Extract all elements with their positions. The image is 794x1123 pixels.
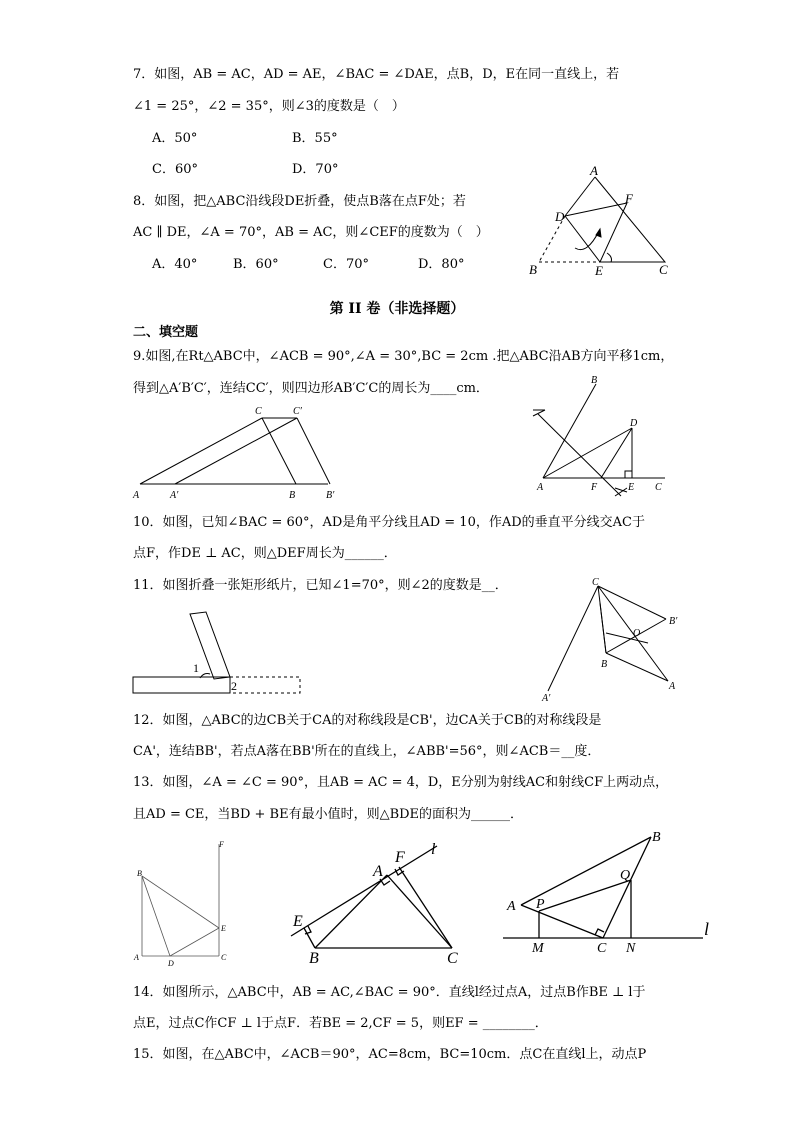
q7-line1: 7．如图，AB = AC，AD = AE，∠BAC = ∠DAE，点B，D，E在同一直线上，若: [133, 67, 620, 82]
q11-line1: 11．如图折叠一张矩形纸片，已知∠1=70°，则∠2的度数是__．: [133, 578, 508, 593]
section-subtitle: 二、填空题: [133, 325, 199, 340]
q9-label-c2: C′: [293, 406, 302, 417]
q12-label-b: B: [601, 659, 608, 670]
q8-label-a: A: [590, 163, 598, 178]
q10-line1: 10．如图，已知∠BAC = 60°，AD是角平分线且AD = 10，作AD的垂直平分线交AC于: [133, 515, 645, 530]
q8-option-c: C．70°: [323, 257, 369, 272]
q11-figure: [130, 612, 310, 702]
q13-figure: [130, 836, 240, 966]
q10-line2: 点F，作DE ⊥ AC，则△DEF周长为______．: [133, 546, 397, 561]
q10-label-a: A: [537, 482, 544, 493]
q9-label-b2: B′: [326, 490, 335, 501]
q8-line1: 8．如图，把△ABC沿线段DE折叠，使点B落在点F处；若: [133, 194, 466, 209]
q9-label-c: C: [255, 406, 262, 417]
q10-label-b: B: [591, 375, 598, 386]
q14-label-a: A: [373, 863, 383, 880]
q15-line1: 15．如图，在△ABC中，∠ACB＝90°，AC=8cm，BC=10cm．点C在直线l上，动点P: [133, 1047, 647, 1062]
q7-option-c: C．60°: [152, 162, 198, 177]
q12-label-o: O: [633, 628, 641, 639]
q13-line1: 13．如图，∠A = ∠C = 90°，且AB = AC = 4，D，E分别为射线AC和射线CF上两动点，: [133, 775, 669, 790]
q12-line2: CA'，连结BB'，若点A落在BB'所在的直线上，∠ABB'=56°，则∠ACB＝__度．: [133, 744, 601, 759]
q11-label-2: 2: [231, 679, 237, 693]
q13-line2: 且AD = CE，当BD + BE有最小值时，则△BDE的面积为______．: [133, 807, 524, 822]
q14-label-e: E: [293, 913, 303, 930]
q8-option-b: B．60°: [233, 257, 279, 272]
q13-label-d: D: [168, 959, 174, 968]
q9-line1: 9.如图,在Rt△ABC中，∠ACB = 90°,∠A = 30°,BC = 2cm .把△ABC沿AB方向平移1cm，: [133, 349, 674, 364]
q12-line1: 12．如图，△ABC的边CB关于CA的对称线段是CB'，边CA关于CB的对称线段是: [133, 713, 602, 728]
q12-label-a: A: [669, 681, 676, 692]
q8-label-f: F: [625, 191, 633, 206]
q9-label-b: B: [289, 490, 296, 501]
q15-figure: [503, 825, 723, 955]
q13-label-b: B: [137, 869, 142, 878]
q10-label-d: D: [630, 418, 638, 429]
q15-label-n: N: [626, 941, 636, 956]
q14-label-c: C: [447, 950, 458, 967]
q14-label-f: F: [395, 849, 405, 866]
q9-label-a: A: [133, 490, 140, 501]
section-title: 第 II 卷（非选择题）: [329, 301, 465, 317]
q8-option-a: A．40°: [152, 257, 198, 272]
q12-label-a2: A′: [542, 693, 551, 704]
q15-label-b: B: [652, 830, 661, 845]
q13-label-a: A: [134, 953, 139, 962]
q11-label-1: 1: [193, 661, 199, 675]
q15-label-q: Q: [620, 868, 631, 883]
q12-label-b2: B′: [669, 616, 678, 627]
q9-figure: [130, 402, 350, 502]
q14-line2: 点E，过点C作CF ⊥ l于点F．若BE = 2,CF = 5，则EF = ________．: [133, 1016, 548, 1031]
q8-line2: AC ∥ DE，∠A = 70°，AB = AC，则∠CEF的度数为（ ）: [133, 225, 489, 240]
q7-line2: ∠1 = 25°，∠2 = 35°，则∠3的度数是（ ）: [133, 99, 405, 114]
q14-figure: [285, 838, 470, 968]
q15-label-c: C: [597, 941, 607, 956]
q10-figure: [533, 372, 683, 502]
q13-label-e: E: [221, 924, 226, 933]
q14-label-b: B: [309, 950, 319, 967]
q8-option-d: D．80°: [418, 257, 465, 272]
q15-label-p: P: [536, 897, 545, 912]
q15-label-l: l: [704, 919, 710, 939]
q8-label-b: B: [529, 262, 537, 277]
q12-figure: [538, 573, 688, 703]
q10-label-f: F: [591, 482, 598, 493]
q14-label-l: l: [431, 841, 436, 858]
q8-label-e: E: [595, 263, 603, 278]
q9-label-a2: A′: [170, 490, 179, 501]
q7-option-d: D．70°: [292, 162, 339, 177]
q7-option-b: B．55°: [292, 131, 338, 146]
q7-option-a: A．50°: [152, 131, 198, 146]
q8-figure: [527, 163, 677, 278]
q13-label-c: C: [221, 953, 227, 962]
q15-label-m: M: [532, 941, 544, 956]
q14-line1: 14．如图所示，△ABC中，AB = AC,∠BAC = 90°．直线l经过点A，过点B作BE ⊥ l于: [133, 985, 646, 1000]
q10-label-e: E: [628, 482, 635, 493]
q13-label-f: F: [219, 840, 224, 849]
q10-label-c: C: [655, 482, 662, 493]
q12-label-c: C: [592, 577, 599, 588]
q8-label-c: C: [659, 262, 668, 277]
q8-label-d: D: [555, 209, 565, 224]
q9-line2: 得到△A′B′C′，连结CC′，则四边形AB′C′C的周长为____cm．: [133, 381, 489, 396]
q15-label-a: A: [507, 899, 516, 914]
